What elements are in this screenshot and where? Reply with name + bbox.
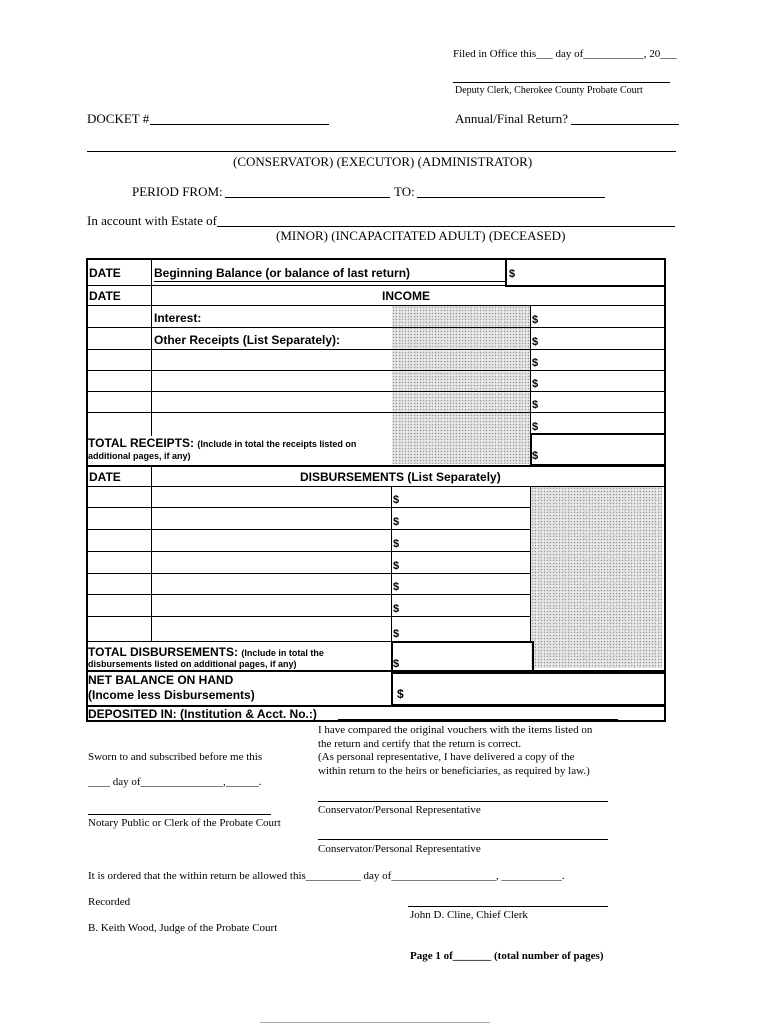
row-line	[86, 594, 531, 595]
row-line	[86, 391, 666, 392]
conservator-label-2: Conservator/Personal Representative	[318, 843, 481, 855]
certify-line: within return to the heirs or beneficiaries, as required by law.)	[318, 764, 590, 777]
interest-label: Interest:	[154, 311, 202, 325]
chief-clerk-label: John D. Cline, Chief Clerk	[410, 909, 528, 921]
docket-field[interactable]	[150, 124, 329, 125]
total-receipts-dollar: $	[532, 450, 539, 462]
row-line	[86, 465, 666, 467]
deposited-label: DEPOSITED IN: (Institution & Acct. No.:)	[88, 707, 317, 721]
top-divider	[87, 151, 676, 152]
chief-clerk-signature-line[interactable]	[408, 906, 608, 907]
receipt-dollar: $	[532, 399, 539, 411]
period-to-label: TO:	[394, 184, 415, 199]
amount-column-line	[391, 486, 392, 641]
certify-line: (As personal representative, I have delivered a copy of the	[318, 751, 575, 763]
notary-signature-line[interactable]	[88, 814, 271, 815]
annual-final-label: Annual/Final Return?	[455, 111, 569, 126]
interest-dollar: $	[532, 314, 539, 326]
net-balance-label: NET BALANCE ON HAND	[88, 673, 234, 687]
period-from-label: PERIOD FROM:	[132, 184, 223, 199]
income-shaded-area	[392, 306, 530, 464]
row-line	[86, 370, 666, 371]
annual-final-field[interactable]	[571, 124, 679, 125]
total-disbursements-note-2: disbursements listed on additional pages, if any)	[88, 659, 297, 669]
certify-line: I have compared the original vouchers with the items listed on	[318, 724, 593, 736]
row-line	[86, 507, 531, 508]
total-receipts-label	[88, 436, 356, 450]
certification-text	[318, 724, 592, 778]
row-line	[86, 412, 666, 413]
row-line	[86, 616, 531, 617]
bottom-edge-mark	[260, 1022, 490, 1023]
page-number: Page 1 of_______ (total number of pages)	[410, 950, 604, 962]
disbursement-dollar: $	[393, 538, 400, 550]
disbursement-dollar: $	[393, 494, 400, 506]
deputy-signature-line[interactable]	[453, 82, 670, 83]
date-column-line	[151, 466, 152, 641]
date-header-2: DATE	[89, 289, 121, 303]
date-header-1: DATE	[89, 266, 121, 280]
total-disbursements-note: (Include in total the	[241, 648, 324, 658]
income-header: INCOME	[382, 289, 430, 303]
conservator-signature-line-1[interactable]	[318, 801, 608, 802]
row-line	[86, 573, 531, 574]
row-line	[86, 349, 666, 350]
total-receipts-note: (Include in total the receipts listed on	[197, 439, 357, 449]
disbursement-dollar: $	[393, 581, 400, 593]
row-line	[86, 327, 666, 328]
disbursement-dollar: $	[393, 628, 400, 640]
roles-heading: (CONSERVATOR) (EXECUTOR) (ADMINISTRATOR)	[233, 154, 533, 169]
total-disbursements-title: TOTAL DISBURSEMENTS:	[88, 645, 239, 659]
total-receipts-title: TOTAL RECEIPTS:	[88, 436, 195, 450]
total-disbursements-field[interactable]	[391, 641, 534, 672]
conservator-signature-line-2[interactable]	[318, 839, 608, 840]
beginning-balance-label: Beginning Balance (or balance of last return)	[154, 266, 411, 280]
disbursements-header: DISBURSEMENTS (List Separately)	[300, 470, 501, 484]
estate-name-field[interactable]	[217, 226, 675, 227]
net-balance-sublabel: (Income less Disbursements)	[88, 688, 255, 702]
sworn-day-line[interactable]: ____ day of_______________,______.	[88, 776, 262, 788]
total-receipts-field[interactable]	[530, 433, 666, 466]
date-header-3: DATE	[89, 470, 121, 484]
receipt-dollar: $	[532, 421, 539, 433]
deputy-clerk-label: Deputy Clerk, Cherokee County Probate Court	[455, 85, 643, 96]
deposited-field[interactable]	[338, 719, 618, 720]
row-line	[86, 285, 666, 286]
period-to-field[interactable]	[417, 197, 605, 198]
receipt-dollar: $	[532, 357, 539, 369]
sworn-label: Sworn to and subscribed before me this	[88, 751, 263, 763]
disbursement-dollar: $	[393, 560, 400, 572]
estate-types-label: (MINOR) (INCAPACITATED ADULT) (DECEASED)	[276, 228, 566, 243]
disbursement-dollar: $	[393, 516, 400, 528]
notary-label: Notary Public or Clerk of the Probate Court	[88, 817, 281, 829]
amount-right-line	[530, 486, 531, 641]
row-line	[86, 551, 531, 552]
period-from-field[interactable]	[225, 197, 390, 198]
receipt-dollar: $	[532, 336, 539, 348]
total-receipts-note-2: additional pages, if any)	[88, 451, 191, 461]
other-receipts-label: Other Receipts (List Separately):	[154, 333, 341, 347]
disbursement-shaded-area	[531, 487, 662, 668]
net-balance-field[interactable]	[391, 672, 666, 706]
filed-in-office-text: Filed in Office this___ day of___________, 20___	[453, 48, 677, 60]
judge-label: B. Keith Wood, Judge of the Probate Court	[88, 922, 278, 934]
row-line	[86, 305, 666, 306]
total-disbursements-dollar: $	[393, 658, 400, 670]
receipt-dollar: $	[532, 378, 539, 390]
beginning-balance-field[interactable]	[505, 258, 666, 287]
certify-line: the return and certify that the return is correct.	[318, 737, 522, 750]
recorded-label: Recorded	[88, 896, 131, 908]
disbursement-dollar: $	[393, 603, 400, 615]
net-balance-dollar: $	[397, 687, 404, 701]
total-disbursements-label	[88, 645, 324, 659]
date-column-line	[151, 258, 152, 436]
row-line	[86, 529, 531, 530]
docket-label: DOCKET #	[87, 111, 150, 126]
row-line	[86, 486, 666, 487]
order-text: It is ordered that the within return be allowed this__________ day of___________________, ___________.	[88, 870, 565, 882]
in-account-label: In account with Estate of	[87, 213, 217, 228]
beginning-balance-underline	[154, 281, 505, 282]
beginning-balance-dollar: $	[509, 268, 516, 280]
conservator-label-1: Conservator/Personal Representative	[318, 804, 481, 816]
